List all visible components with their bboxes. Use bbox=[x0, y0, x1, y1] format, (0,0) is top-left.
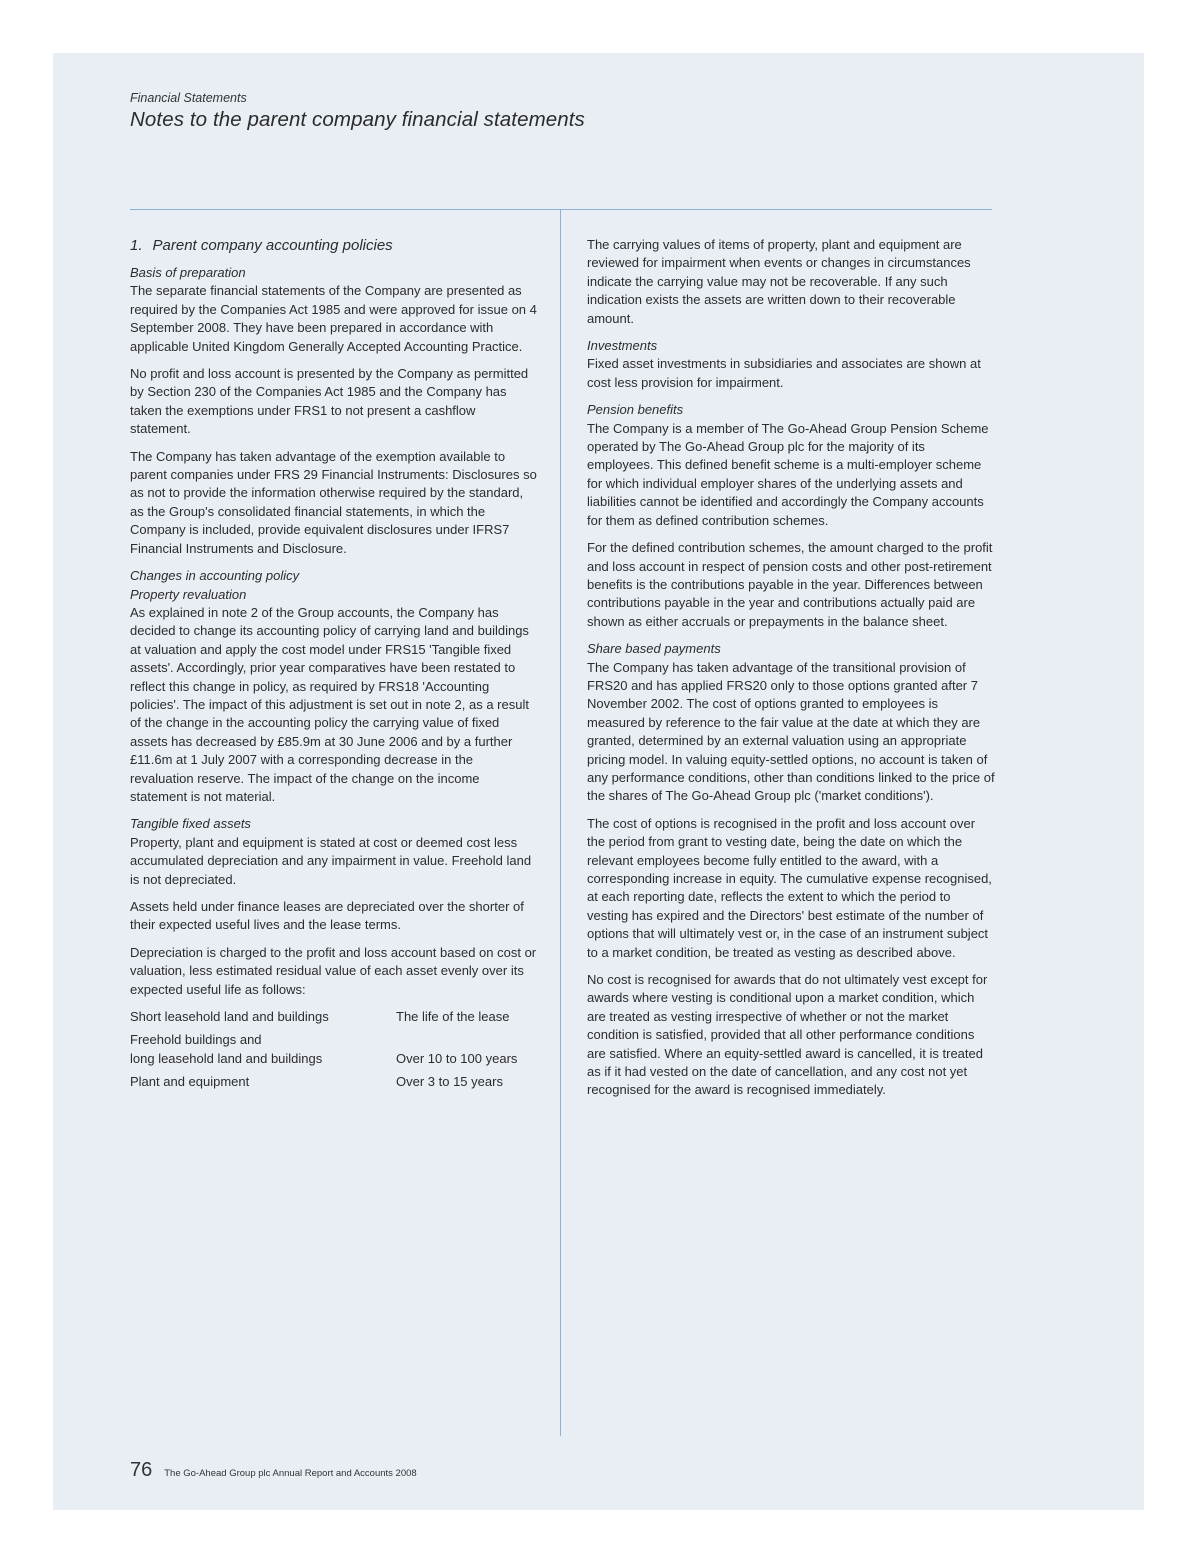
share-paragraph-1: The Company has taken advantage of the transitional provision of FRS20 and has applied FRS20 only to those options granted after 7 November 2002. The cost of options granted to employees is measured by reference to the fair value at the date at which they are granted, determined by an external valuation using an appropriate pricing model. In valuing equity-settled options, no account is taken of any performance conditions, other than conditions linked to the price of the shares of The Go-Ahead Group plc ('market conditions'). bbox=[587, 659, 995, 804]
pension-heading: Pension benefits bbox=[587, 402, 684, 418]
table-row bbox=[130, 1008, 538, 1031]
share-paragraph-2: The cost of options is recognised in the profit and loss account over the period from grant to vesting date, being the date on which the relevant employees become fully entitled to the award, with a corresponding increase in equity. The cumulative expense recognised, at each reporting date, reflects the extent to which the period to vesting has expired and the Directors' best estimate of the number of options that will ultimately vest or, in the case of an instrument subject to a market condition, be treated as vesting as described above. bbox=[587, 815, 992, 960]
left-column bbox=[130, 236, 538, 1097]
life-cell: Over 3 to 15 years bbox=[396, 1074, 503, 1090]
carrying-paragraph: The carrying values of items of property, plant and equipment are reviewed for impairment when events or changes in circumstances indicate the carrying value may not be recoverable. If any such indication exists the assets are written down to their recoverable amount. bbox=[587, 237, 971, 326]
share-heading: Share based payments bbox=[587, 641, 721, 657]
share-paragraph-3: No cost is recognised for awards that do not ultimately vest except for awards where vesting is conditional upon a market condition, which are treated as vesting irrespective of whether or not the market condition is satisfied, provided that all other performance conditions are satisfied. Where an equity-settled award is cancelled, it is treated as if it had vested on the date of cancellation, and any cost not yet recognised for the award is recognised immediately. bbox=[587, 972, 988, 1098]
asset-cell bbox=[130, 1031, 396, 1073]
section-title: Parent company accounting policies bbox=[152, 237, 393, 254]
life-cell: Over 10 to 100 years bbox=[396, 1050, 518, 1066]
table-row bbox=[130, 1031, 538, 1073]
revaluation-paragraph: As explained in note 2 of the Group accounts, the Company has decided to change its accounting policy of carrying land and buildings at valuation and apply the cost model under FRS15 'Tangible fixed assets'. Accordingly, prior year comparatives have been restated to reflect this change in policy, as required by FRS18 'Accounting policies'. The impact of this adjustment is set out in note 2, as a result of the change in the accounting policy the carrying value of fixed assets has decreased by £85.9m at 30 June 2006 and by a further £11.6m at 1 July 2007 with a corresponding decrease in the revaluation reserve. The impact of the change on the income statement is not material. bbox=[130, 604, 529, 804]
changes-heading: Changes in accounting policy bbox=[130, 568, 300, 584]
basis-paragraph-2: No profit and loss account is presented by the Company as permitted by Section 230 of the Companies Act 1985 and the Company has taken the exemptions under FRS1 to not present a cashflow statement. bbox=[130, 366, 529, 437]
pension-paragraph-2: For the defined contribution schemes, the amount charged to the profit and loss account in respect of pension costs and other post-retirement benefits is the contributions payable in the year. Differences between contributions payable in the year and contributions actually paid are shown as either accruals or prepayments in the balance sheet. bbox=[587, 540, 993, 629]
life-cell: The life of the lease bbox=[396, 1009, 510, 1025]
section-number: 1. bbox=[130, 237, 143, 254]
tangible-heading: Tangible fixed assets bbox=[130, 816, 251, 832]
investments-paragraph: Fixed asset investments in subsidiaries and associates are shown at cost less provision for impairment. bbox=[587, 356, 981, 390]
revaluation-heading: Property revaluation bbox=[130, 586, 247, 602]
section-heading bbox=[130, 236, 538, 256]
right-column bbox=[587, 236, 995, 1109]
header-divider bbox=[130, 209, 992, 210]
asset-cell: Plant and equipment bbox=[130, 1074, 250, 1090]
publication-name: The Go-Ahead Group plc Annual Report and Accounts 2008 bbox=[164, 1468, 417, 1479]
asset-line: Freehold buildings and bbox=[130, 1032, 262, 1048]
tangible-paragraph-2: Assets held under finance leases are depreciated over the shorter of their expected useful lives and the lease terms. bbox=[130, 899, 524, 933]
tangible-paragraph-1: Property, plant and equipment is stated at cost or deemed cost less accumulated depreciation and any impairment in value. Freehold land is not depreciated. bbox=[130, 834, 532, 887]
useful-lives-table bbox=[130, 1008, 538, 1097]
section-kicker: Financial Statements bbox=[130, 91, 247, 105]
basis-paragraph-1: The separate financial statements of the Company are presented as required by the Companies Act 1985 and were approved for issue on 4 September 2008. They have been prepared in accordance with applicable United Kingdom Generally Accepted Accounting Practice. bbox=[130, 283, 537, 354]
table-row bbox=[130, 1073, 538, 1096]
basis-heading: Basis of preparation bbox=[130, 265, 246, 280]
asset-cell: Short leasehold land and buildings bbox=[130, 1009, 329, 1025]
pension-paragraph-1: The Company is a member of The Go-Ahead Group Pension Scheme operated by The Go-Ahead Group plc for the majority of its employees. This defined benefit scheme is a multi-employer scheme for which individual employer shares of the underlying assets and liabilities cannot be identified and accordingly the Company accounts for them as defined contribution schemes. bbox=[587, 420, 989, 528]
asset-line: long leasehold land and buildings bbox=[130, 1050, 323, 1066]
investments-heading: Investments bbox=[587, 338, 658, 354]
page-title: Notes to the parent company financial statements bbox=[130, 108, 585, 131]
page-number: 76 bbox=[130, 1459, 153, 1481]
tangible-paragraph-3: Depreciation is charged to the profit and loss account based on cost or valuation, less estimated residual value of each asset evenly over its expected useful life as follows: bbox=[130, 944, 537, 997]
page-footer bbox=[130, 1459, 417, 1482]
basis-paragraph-3: The Company has taken advantage of the exemption available to parent companies under FRS 29 Financial Instruments: Disclosures so as not to provide the information otherwise required by the standard, as the Group's consolidated financial statements, in which the Company is included, provide equivalent disclosures under IFRS7 Financial Instruments and Disclosure. bbox=[130, 448, 537, 556]
column-divider bbox=[560, 209, 561, 1436]
